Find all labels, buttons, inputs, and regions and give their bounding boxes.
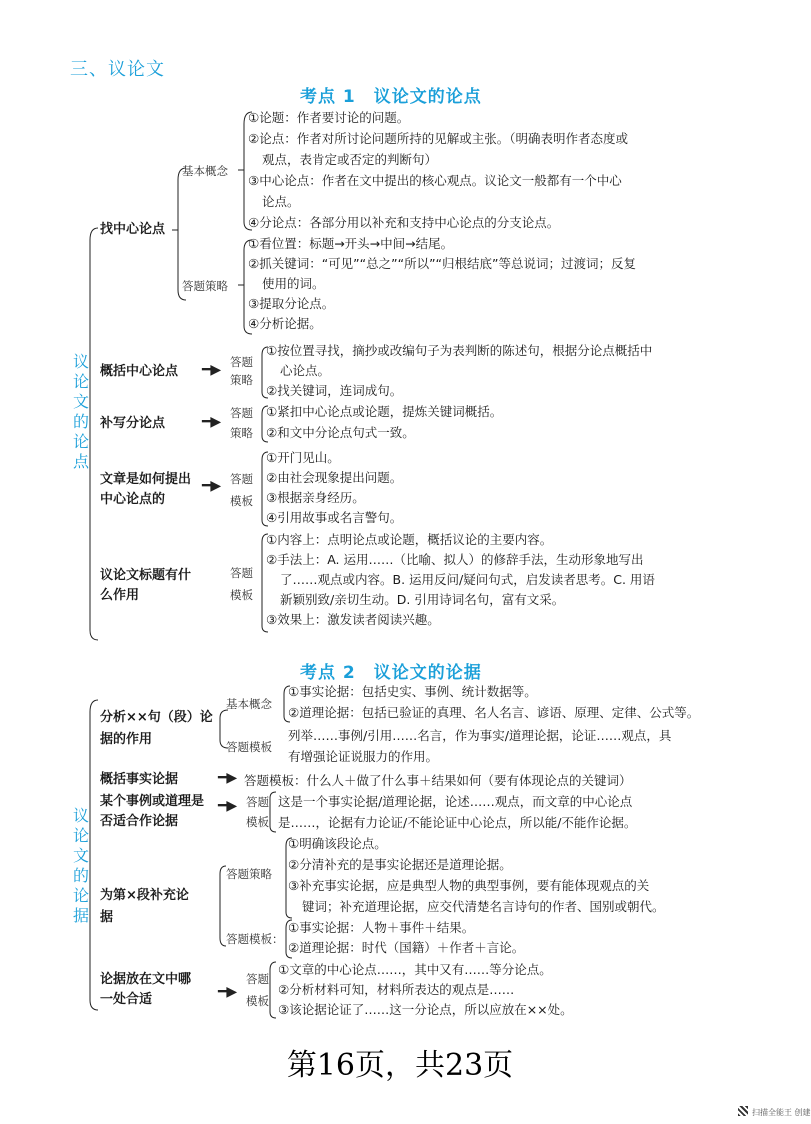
summarize-item: ②找关键词，连词成句。 — [266, 383, 403, 398]
kd1-side-label: 议论文的论点 — [72, 352, 89, 471]
tag-line: 模板 — [246, 994, 269, 1008]
where-item: ①文章的中心论点……，其中又有……等分论点。 — [278, 962, 552, 977]
how-raise-label — [100, 470, 191, 510]
where-list — [278, 962, 573, 1022]
summarize-item: ①按位置寻找，摘抄或改编句子为表判断的陈述句，根据分论点概括中 — [266, 343, 653, 358]
how-item: ①开门见山。 — [266, 450, 340, 465]
tag-line: 答题 — [246, 972, 269, 986]
how-tag — [230, 472, 253, 508]
how-item: ③根据亲身经历。 — [266, 490, 365, 505]
arrow-icon: ━▶ — [218, 984, 238, 1000]
page-number: 第16页，共23页 — [286, 1048, 514, 1083]
how-list — [266, 450, 402, 530]
title-item: ②手法上：A. 运用……（比喻、拟人）的修辞手法，生动形象地写出 — [266, 552, 644, 567]
tag-line: 答题 — [230, 355, 253, 369]
tag-line: 答题 — [230, 406, 253, 420]
add-strategy-item: ①明确该段论点。 — [288, 836, 387, 851]
suitable-label — [100, 792, 204, 832]
add-strategy-item: 键词；补充道理论据，应交代清楚名言诗句的作者、国别或朝代。 — [302, 899, 665, 914]
kd1-title: 考点 1 议论文的论点 — [300, 87, 482, 107]
tag-line: 模板 — [230, 588, 253, 602]
label-line: 么作用 — [100, 588, 140, 603]
tag-line: 模板 — [246, 815, 269, 829]
add-strategy-list — [288, 836, 665, 920]
label-line: 据 — [100, 910, 114, 925]
kd2-concept-item: ①事实论据：包括史实、事例、统计数据等。 — [288, 684, 537, 699]
strategy-list — [248, 236, 636, 336]
add-strategy-label: 答题策略 — [226, 867, 272, 881]
fact-summary-label: 概括事实论据 — [100, 772, 179, 787]
add-strategy-item: ③补充事实论据，应是典型人物的典型事例，要有能体现观点的关 — [288, 878, 650, 893]
title-list — [266, 532, 655, 632]
how-item: ④引用故事或名言警句。 — [266, 510, 403, 525]
tag-line: 答题 — [230, 472, 253, 486]
tag-line: 策略 — [230, 426, 253, 440]
title-tag — [230, 566, 253, 602]
summarize-tag — [230, 355, 253, 387]
label-line: 文章是如何提出 — [100, 472, 192, 487]
analyze-label — [100, 708, 213, 750]
supplement-item: ①紧扣中心论点或论题，提炼关键词概括。 — [266, 404, 503, 419]
label-line: 议论文标题有什 — [100, 568, 192, 583]
kd2-title: 考点 2 议论文的论据 — [300, 663, 482, 683]
strategy-item: ①看位置：标题→开头→中间→结尾。 — [248, 236, 454, 251]
basic-concept-label: 基本概念 — [182, 164, 228, 178]
suitable-list — [278, 794, 636, 836]
concept-item: 论点。 — [262, 194, 300, 209]
add-template-label: 答题模板： — [226, 932, 284, 946]
add-evidence-label — [100, 886, 189, 928]
supplement-item: ②和文中分论点句式一致。 — [266, 425, 415, 440]
tag-line: 策略 — [230, 373, 253, 387]
label-line: 论据放在文中哪 — [100, 972, 192, 987]
kd2-concept-item: ②道理论据：包括已验证的真理、名人名言、谚语、原理、定律、公式等。 — [288, 705, 700, 720]
watermark: 扫描全能王 创建 — [752, 1108, 811, 1117]
arrow-icon: ━▶ — [218, 770, 238, 786]
kd2-concept-list — [288, 684, 699, 726]
add-template-list — [288, 920, 524, 960]
concept-list — [248, 110, 628, 236]
answer-strategy-label: 答题策略 — [182, 279, 228, 293]
label-line: 据的作用 — [100, 732, 153, 747]
label-line: 一处合适 — [100, 992, 153, 1007]
concept-item: ④分论点：各部分用以补充和支持中心论点的分支论点。 — [248, 215, 560, 230]
supplement-label: 补写分论点 — [100, 416, 166, 431]
strategy-item: ④分析论据。 — [248, 316, 322, 331]
where-label — [100, 970, 191, 1010]
summarize-list — [266, 343, 652, 403]
concept-item: 观点，表肯定或否定的判断句） — [262, 152, 438, 167]
add-template-item: ①事实论据：人物＋事件＋结果。 — [288, 920, 475, 935]
title-item: 了……观点或内容。B. 运用反问/疑问句式，启发读者思考。C. 用语 — [280, 572, 655, 587]
label-line: 中心论点的 — [100, 492, 166, 507]
add-strategy-item: ②分清补充的是事实论据还是道理论据。 — [288, 857, 512, 872]
title-item: ①内容上：点明论点或论题，概括议论的主要内容。 — [266, 532, 553, 547]
arrow-icon: ━▶ — [202, 478, 222, 494]
arrow-icon: ━▶ — [218, 798, 238, 814]
arrow-icon: ━▶ — [202, 362, 222, 378]
find-center-label: 找中心论点 — [100, 222, 166, 237]
qr-icon — [738, 1106, 748, 1116]
strategy-item: ②抓关键词：“可见”“总之”“所以”“归根结底”等总说词；过渡词；反复 — [248, 256, 637, 271]
kd2-template-label: 答题模板 — [226, 740, 272, 754]
concept-item: ③中心论点：作者在文中提出的核心观点。议论文一般都有一个中心 — [248, 173, 622, 188]
section-title: 三、议论文 — [70, 59, 165, 80]
where-tag — [246, 972, 269, 1008]
tag-line: 答题 — [246, 795, 269, 809]
label-line: 否适合作论据 — [100, 814, 179, 829]
kd2-template-item: 有增强论证说服力的作用。 — [288, 749, 439, 764]
kd2-template-list — [288, 728, 671, 770]
strategy-item: 使用的词。 — [262, 276, 325, 291]
arrow-icon: ━▶ — [202, 414, 222, 430]
concept-item: ①论题：作者要讨论的问题。 — [248, 110, 410, 125]
where-item: ③该论据论证了……这一分论点，所以应放在××处。 — [278, 1002, 573, 1017]
suitable-item: 这是一个事实论据/道理论据，论述……观点，而文章的中心论点 — [278, 794, 633, 809]
title-item: 新颖别致/亲切生动。D. 引用诗词名句，富有文采。 — [280, 592, 565, 607]
supplement-tag — [230, 406, 253, 440]
summarize-item: 心论点。 — [280, 363, 331, 378]
strategy-item: ③提取分论点。 — [248, 296, 335, 311]
kd2-basic-concept-label: 基本概念 — [226, 697, 272, 711]
suitable-item: 是……，论据有力论证/不能论证中心论点，所以能/不能作论据。 — [278, 815, 637, 830]
add-template-item: ②道理论据：时代（国籍）＋作者＋言论。 — [288, 940, 525, 955]
supplement-list — [266, 404, 502, 446]
label-line: 为第×段补充论 — [100, 888, 189, 903]
tag-line: 答题 — [230, 566, 253, 580]
label-line: 分析××句（段）论 — [100, 710, 213, 725]
kd2-template-item: 列举……事例/引用……名言，作为事实/道理论据，论证……观点，具 — [288, 728, 672, 743]
concept-item: ②论点：作者对所讨论问题所持的见解或主张。（明确表明作者态度或 — [248, 131, 628, 146]
label-line: 某个事例或道理是 — [100, 794, 205, 809]
kd2-side-label: 议论文的论据 — [72, 806, 89, 925]
tag-line: 模板 — [230, 494, 253, 508]
how-item: ②由社会现象提出问题。 — [266, 470, 403, 485]
where-item: ②分析材料可知，材料所表达的观点是…… — [278, 982, 515, 997]
summarize-label: 概括中心论点 — [100, 364, 179, 379]
fact-summary-text: 答题模板：什么人＋做了什么事＋结果如何（要有体现论点的关键词） — [244, 773, 632, 788]
title-item: ③效果上：激发读者阅读兴趣。 — [266, 612, 440, 627]
title-role-label — [100, 566, 191, 606]
suitable-tag — [246, 795, 269, 829]
